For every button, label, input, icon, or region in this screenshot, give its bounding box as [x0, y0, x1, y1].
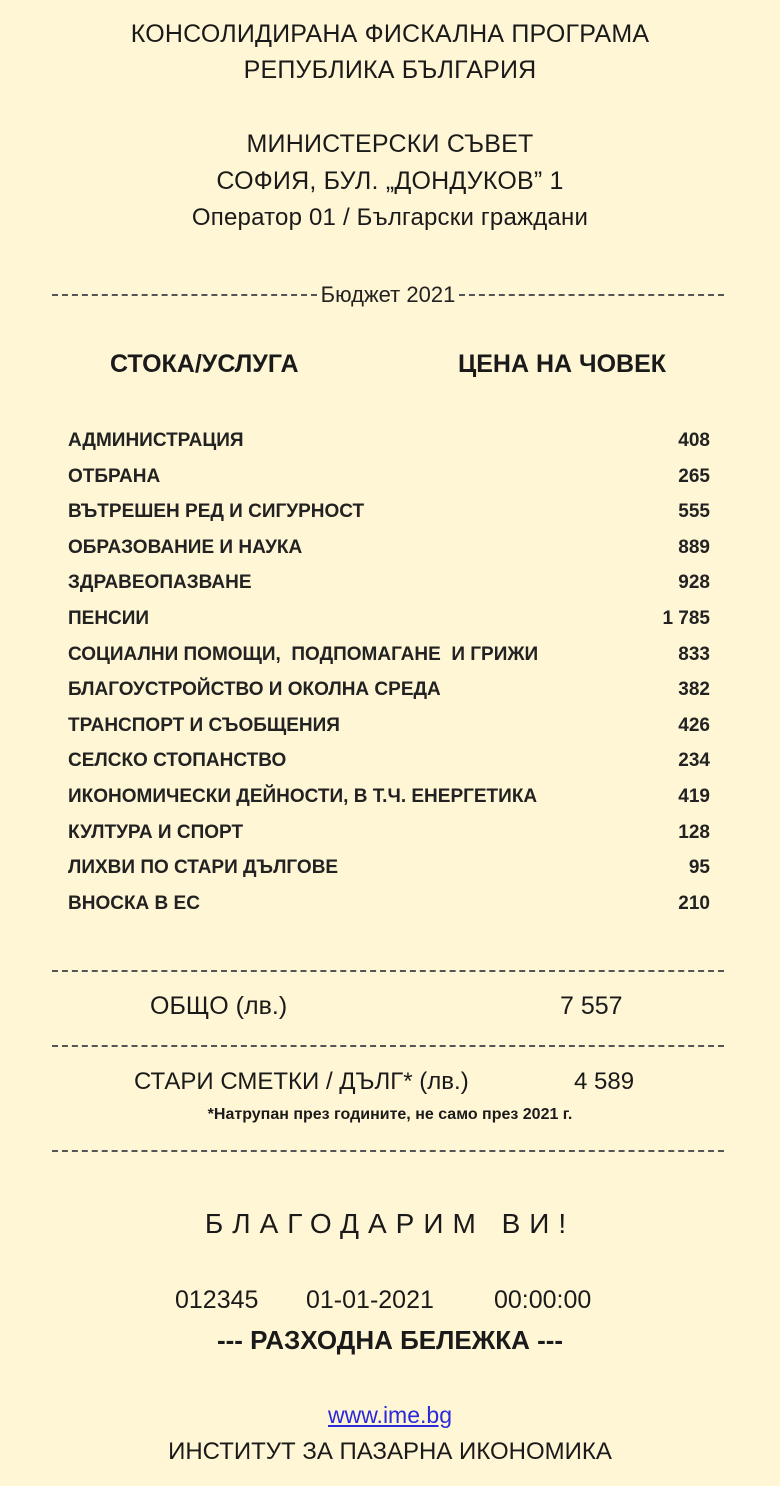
line-item	[68, 815, 710, 851]
divider-before-total	[52, 970, 724, 972]
budget-divider	[52, 280, 724, 310]
line-item-name: ОТБРАНА	[68, 465, 161, 487]
line-item	[68, 530, 710, 566]
line-item-value: 426	[678, 714, 710, 736]
line-item-value: 408	[678, 430, 710, 451]
line-item-value: 128	[678, 821, 710, 843]
line-item-value: 210	[678, 892, 710, 914]
total-label: ОБЩО (лв.)	[150, 992, 288, 1020]
line-item-name: ЛИХВИ ПО СТАРИ ДЪЛГОВЕ	[68, 857, 339, 879]
line-item-name: ВЪТРЕШЕН РЕД И СИГУРНОСТ	[68, 501, 365, 523]
line-item-name: ВНОСКА В ЕС	[68, 892, 200, 914]
line-item-value: 265	[678, 465, 710, 487]
line-item-value: 833	[678, 643, 710, 665]
total-value: 7 557	[560, 992, 623, 1020]
line-item-name: СОЦИАЛНИ ПОМОЩИ, ПОДПОМАГАНЕ И ГРИЖИ	[68, 643, 539, 665]
receipt-date: 01-01-2021	[306, 1286, 434, 1314]
receipt-number: 012345	[175, 1286, 259, 1314]
debt-value: 4 589	[574, 1068, 635, 1095]
line-item-value: 928	[678, 572, 710, 594]
header-program: КОНСОЛИДИРАНА ФИСКАЛНА ПРОГРАМА	[130, 20, 650, 48]
line-item-value: 1 785	[662, 607, 710, 629]
line-item-name: АДМИНИСТРАЦИЯ	[68, 430, 244, 451]
line-item-name: ЗДРАВЕОПАЗВАНЕ	[68, 572, 252, 594]
line-item	[68, 708, 710, 744]
line-item	[68, 672, 710, 708]
budget-label: Бюджет 2021	[320, 282, 456, 307]
divider-dash-right	[459, 294, 724, 296]
line-item	[68, 423, 710, 459]
divider-before-debt	[52, 1045, 724, 1047]
line-item-value: 95	[688, 857, 710, 879]
line-item-value: 382	[678, 679, 710, 701]
line-item-value: 234	[678, 750, 710, 772]
receipt-type: --- РАЗХОДНА БЕЛЕЖКА ---	[216, 1325, 564, 1355]
line-item	[68, 565, 710, 601]
column-header-item: СТОКА/УСЛУГА	[110, 350, 299, 378]
line-item	[68, 637, 710, 673]
line-item-name: ОБРАЗОВАНИЕ И НАУКА	[68, 536, 303, 558]
thanks-message: БЛАГОДАРИМ ВИ!	[204, 1208, 576, 1239]
line-item-name: ИКОНОМИЧЕСКИ ДЕЙНОСТИ, В Т.Ч. ЕНЕРГЕТИКА	[68, 785, 538, 807]
divider-after-debt	[52, 1150, 724, 1152]
items-list	[68, 423, 710, 921]
line-item	[68, 601, 710, 637]
line-item	[68, 850, 710, 886]
line-item-name: СЕЛСКО СТОПАНСТВО	[68, 750, 287, 772]
header-operator: Оператор 01 / Български граждани	[191, 204, 589, 231]
footer-link-wrap	[0, 1402, 780, 1429]
header-country: РЕПУБЛИКА БЪЛГАРИЯ	[243, 56, 537, 84]
line-item	[68, 886, 710, 922]
column-header-price: ЦЕНА НА ЧОВЕК	[458, 350, 667, 378]
divider-dash-left	[52, 294, 317, 296]
line-item	[68, 743, 710, 779]
line-item-name: БЛАГОУСТРОЙСТВО И ОКОЛНА СРЕДА	[68, 679, 441, 701]
line-item-name: ПЕНСИИ	[68, 607, 150, 629]
line-item-value: 889	[678, 536, 710, 558]
debt-label: СТАРИ СМЕТКИ / ДЪЛГ* (лв.)	[134, 1068, 469, 1095]
footer-institute: ИНСТИТУТ ЗА ПАЗАРНА ИКОНОМИКА	[168, 1438, 612, 1465]
line-item-value: 419	[678, 785, 710, 807]
line-item-value: 555	[678, 501, 710, 523]
line-item	[68, 494, 710, 530]
line-item-name: ТРАНСПОРТ И СЪОБЩЕНИЯ	[68, 714, 340, 736]
debt-note: *Натрупан през годините, не само през 2021 г.	[207, 1106, 573, 1123]
line-item	[68, 779, 710, 815]
line-item-name: КУЛТУРА И СПОРТ	[68, 821, 244, 843]
line-item	[68, 459, 710, 495]
header-council: МИНИСТЕРСКИ СЪВЕТ	[246, 130, 534, 158]
receipt-time: 00:00:00	[494, 1286, 592, 1314]
header-address: СОФИЯ, БУЛ. „ДОНДУКОВ” 1	[216, 167, 564, 195]
website-link[interactable]: www.ime.bg	[328, 1402, 452, 1428]
